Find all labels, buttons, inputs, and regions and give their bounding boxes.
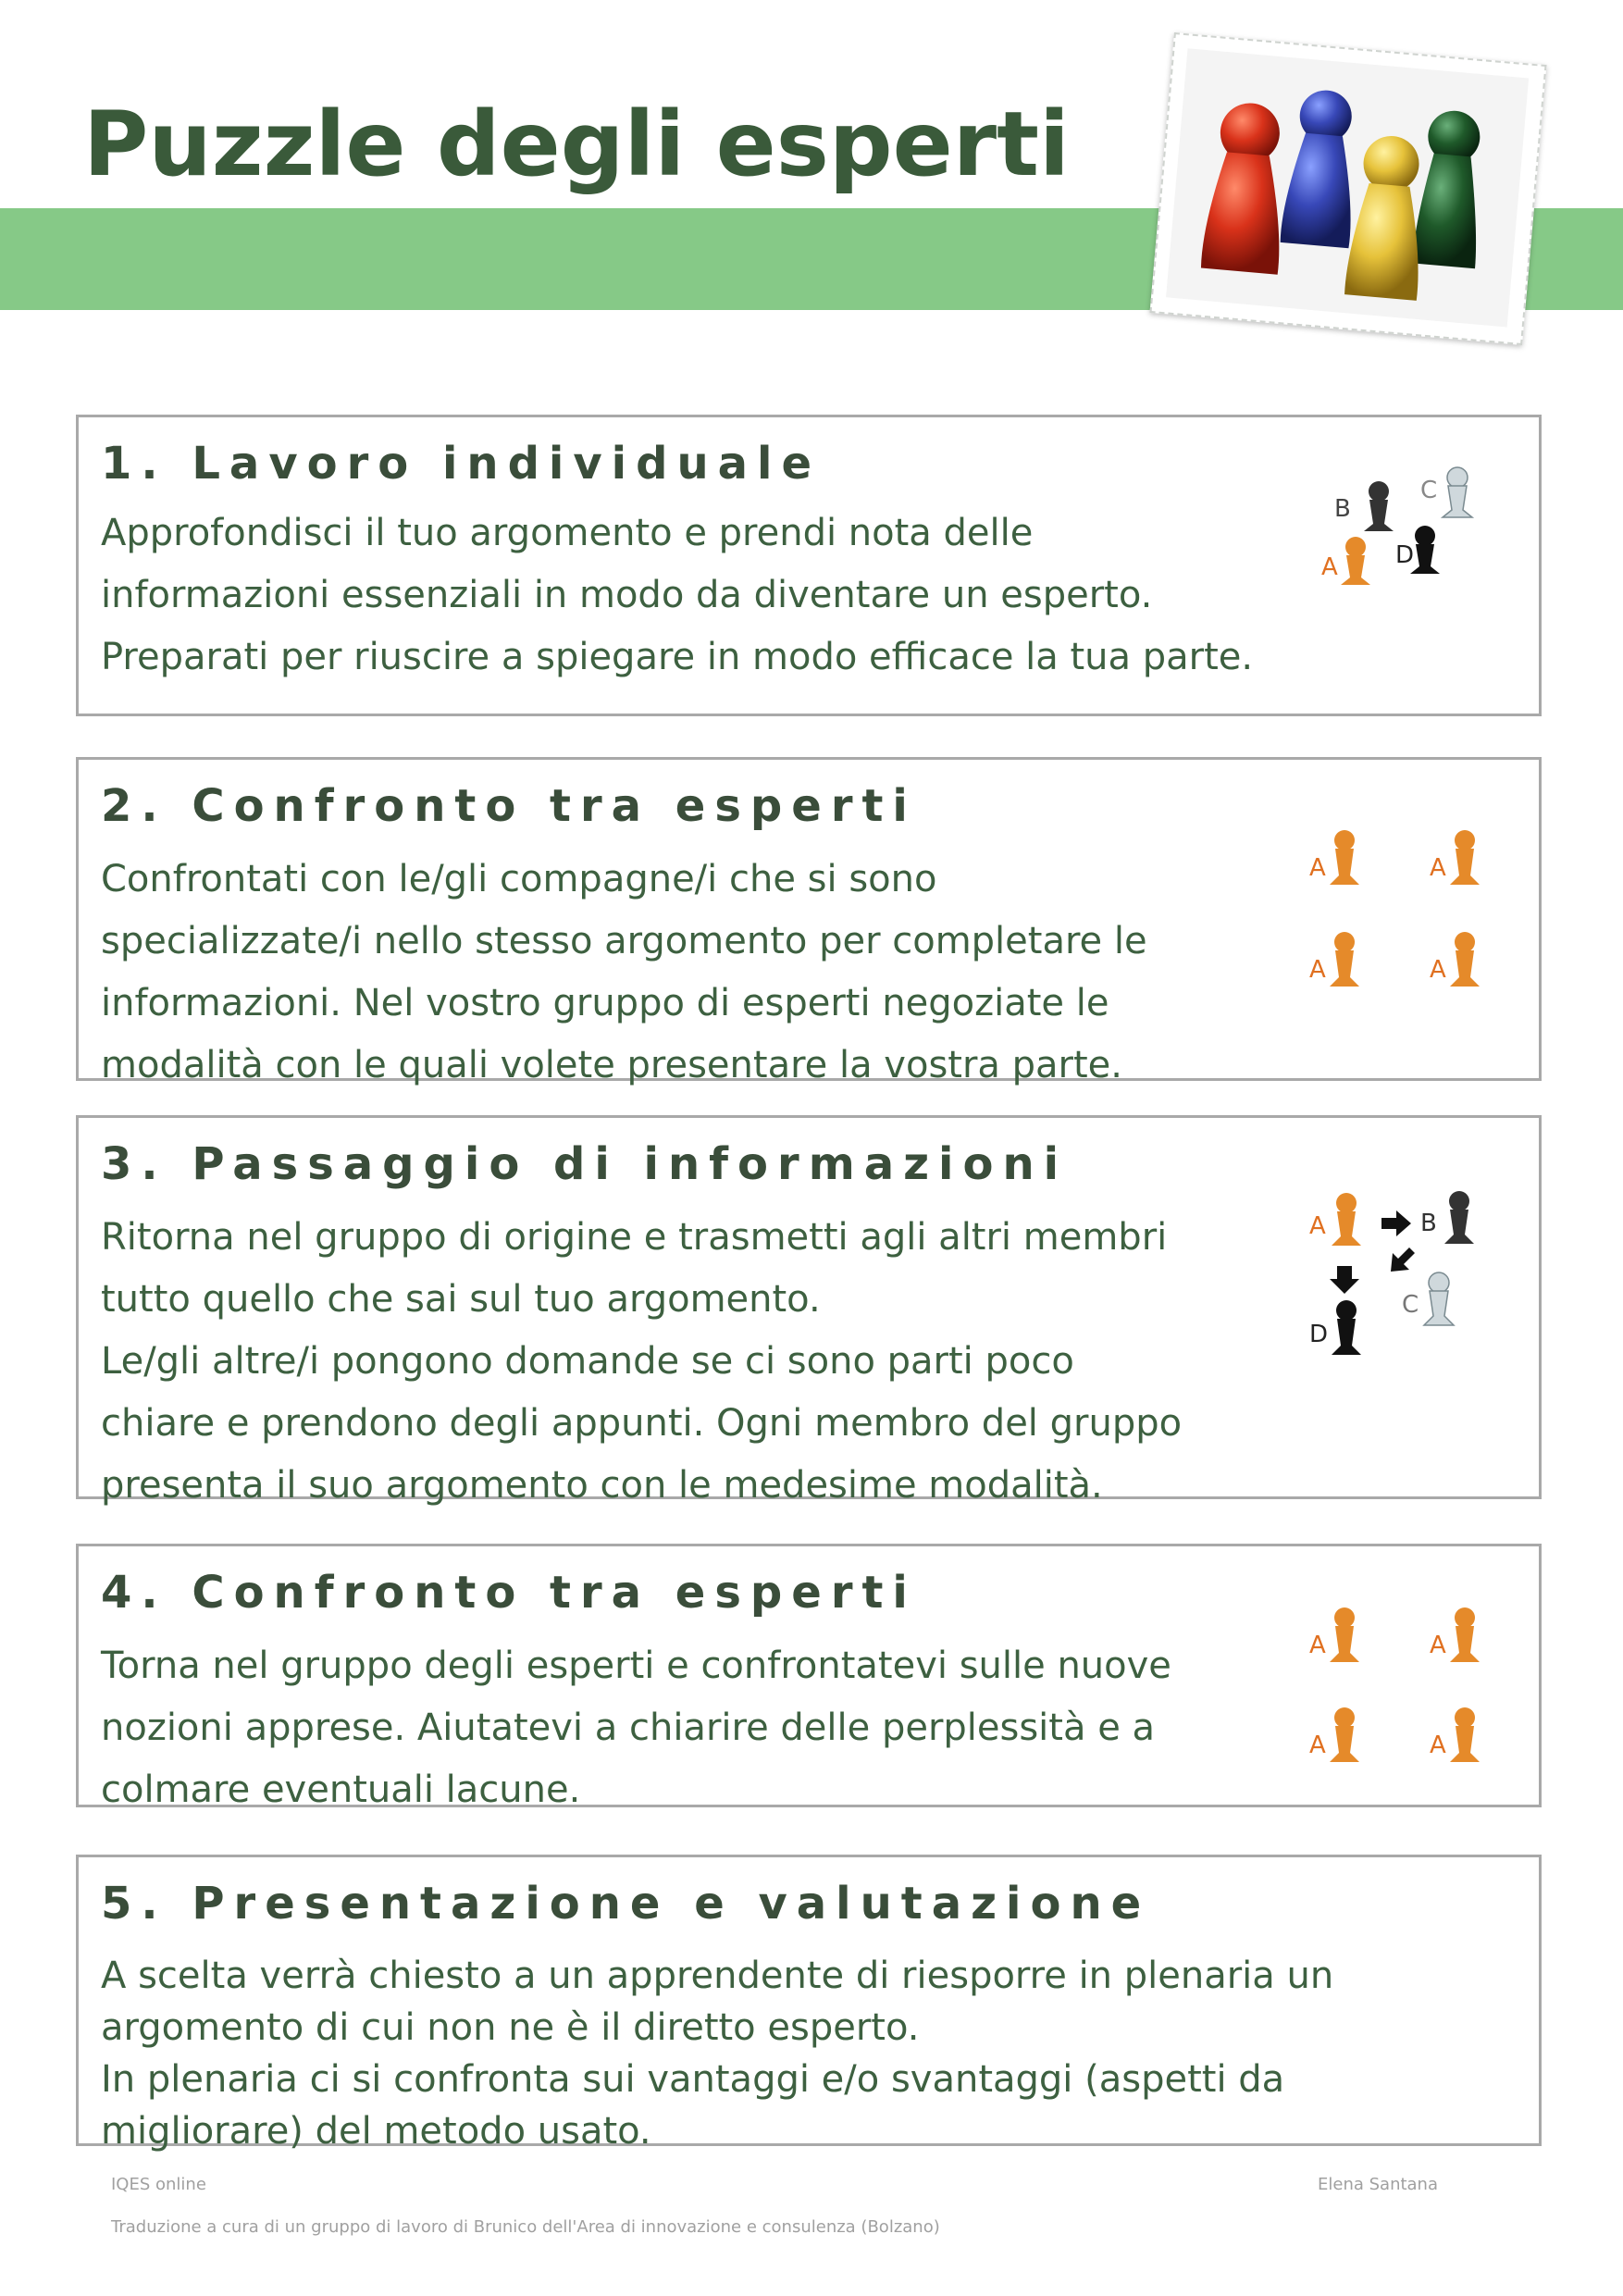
svg-text:A: A — [1321, 553, 1338, 581]
svg-text:A: A — [1430, 1632, 1446, 1659]
svg-text:A: A — [1430, 854, 1446, 882]
section-5 — [76, 1855, 1542, 2153]
svg-text:A: A — [1309, 1632, 1326, 1659]
game-pawns-photo — [1150, 32, 1547, 345]
section-4 — [76, 1544, 1542, 1811]
section-heading: 3. Passaggio di informazioni — [101, 1138, 1069, 1190]
page-title: Puzzle degli esperti — [83, 93, 1070, 196]
footer-left: IQES online — [111, 2175, 206, 2194]
section-heading: 4. Confronto tra esperti — [101, 1567, 917, 1619]
pawns-information-pass-icon — [1309, 1192, 1504, 1377]
section-text: Torna nel gruppo degli esperti e confrontatevi sulle nuove nozioni apprese. Aiutatevi a chiarire delle perplessità e a colmare eventuali lacune. — [101, 1644, 1171, 1811]
svg-text:A: A — [1309, 1212, 1326, 1240]
pawns-expert-group-icon — [1309, 1607, 1504, 1792]
svg-text:A: A — [1309, 854, 1326, 882]
section-heading: 2. Confronto tra esperti — [101, 780, 917, 832]
svg-text:B: B — [1334, 495, 1351, 523]
footer-note: Traduzione a cura di un gruppo di lavoro di Brunico dell'Area di innovazione e consulenza (Bolzano) — [111, 2217, 940, 2237]
svg-text:A: A — [1430, 956, 1446, 984]
section-1 — [76, 415, 1542, 716]
svg-text:C: C — [1420, 477, 1438, 504]
section-text: Ritorna nel gruppo di origine e trasmetti agli altri membri tutto quello che sai sul tuo argomento. Le/gli altre/i pongono domande se ci sono parti poco chiare e prendono degli appunti. Ogni membro del gruppo presenta il suo argomento con le medesime modalità. — [101, 1216, 1183, 1507]
svg-text:A: A — [1309, 1731, 1326, 1759]
svg-text:B: B — [1420, 1210, 1437, 1237]
section-text: Confrontati con le/gli compagne/i che si sono specializzate/i nello stesso argomento per completare le informazioni. Nel vostro gruppo di esperti negoziate le modalità con le quali volete presentare la vostra parte. — [101, 858, 1147, 1086]
svg-text:A: A — [1309, 956, 1326, 984]
svg-text:C: C — [1402, 1291, 1419, 1319]
section-heading: 1. Lavoro individuale — [101, 438, 822, 490]
section-text: A scelta verrà chiesto a un apprendente di riesporre in plenaria un argomento di cui non ne è il diretto esperto. In plenaria ci si confronta sui vantaggi e/o svantaggi (aspetti da migliorare) del metodo usato. — [101, 1955, 1334, 2153]
svg-text:D: D — [1395, 541, 1415, 569]
section-3 — [76, 1115, 1542, 1507]
svg-text:D: D — [1309, 1321, 1329, 1348]
pawns-abcd-icon — [1323, 459, 1508, 598]
section-heading: 5. Presentazione e valutazione — [101, 1878, 1151, 1930]
footer-right: Elena Santana — [1318, 2175, 1438, 2194]
svg-text:A: A — [1430, 1731, 1446, 1759]
section-2 — [76, 757, 1542, 1086]
section-text: Approfondisci il tuo argomento e prendi nota delle informazioni essenziali in modo da diventare un esperto. Preparati per riuscire a spiegare in modo efficace la tua parte. — [101, 512, 1254, 678]
pawns-expert-group-icon — [1309, 829, 1504, 1014]
